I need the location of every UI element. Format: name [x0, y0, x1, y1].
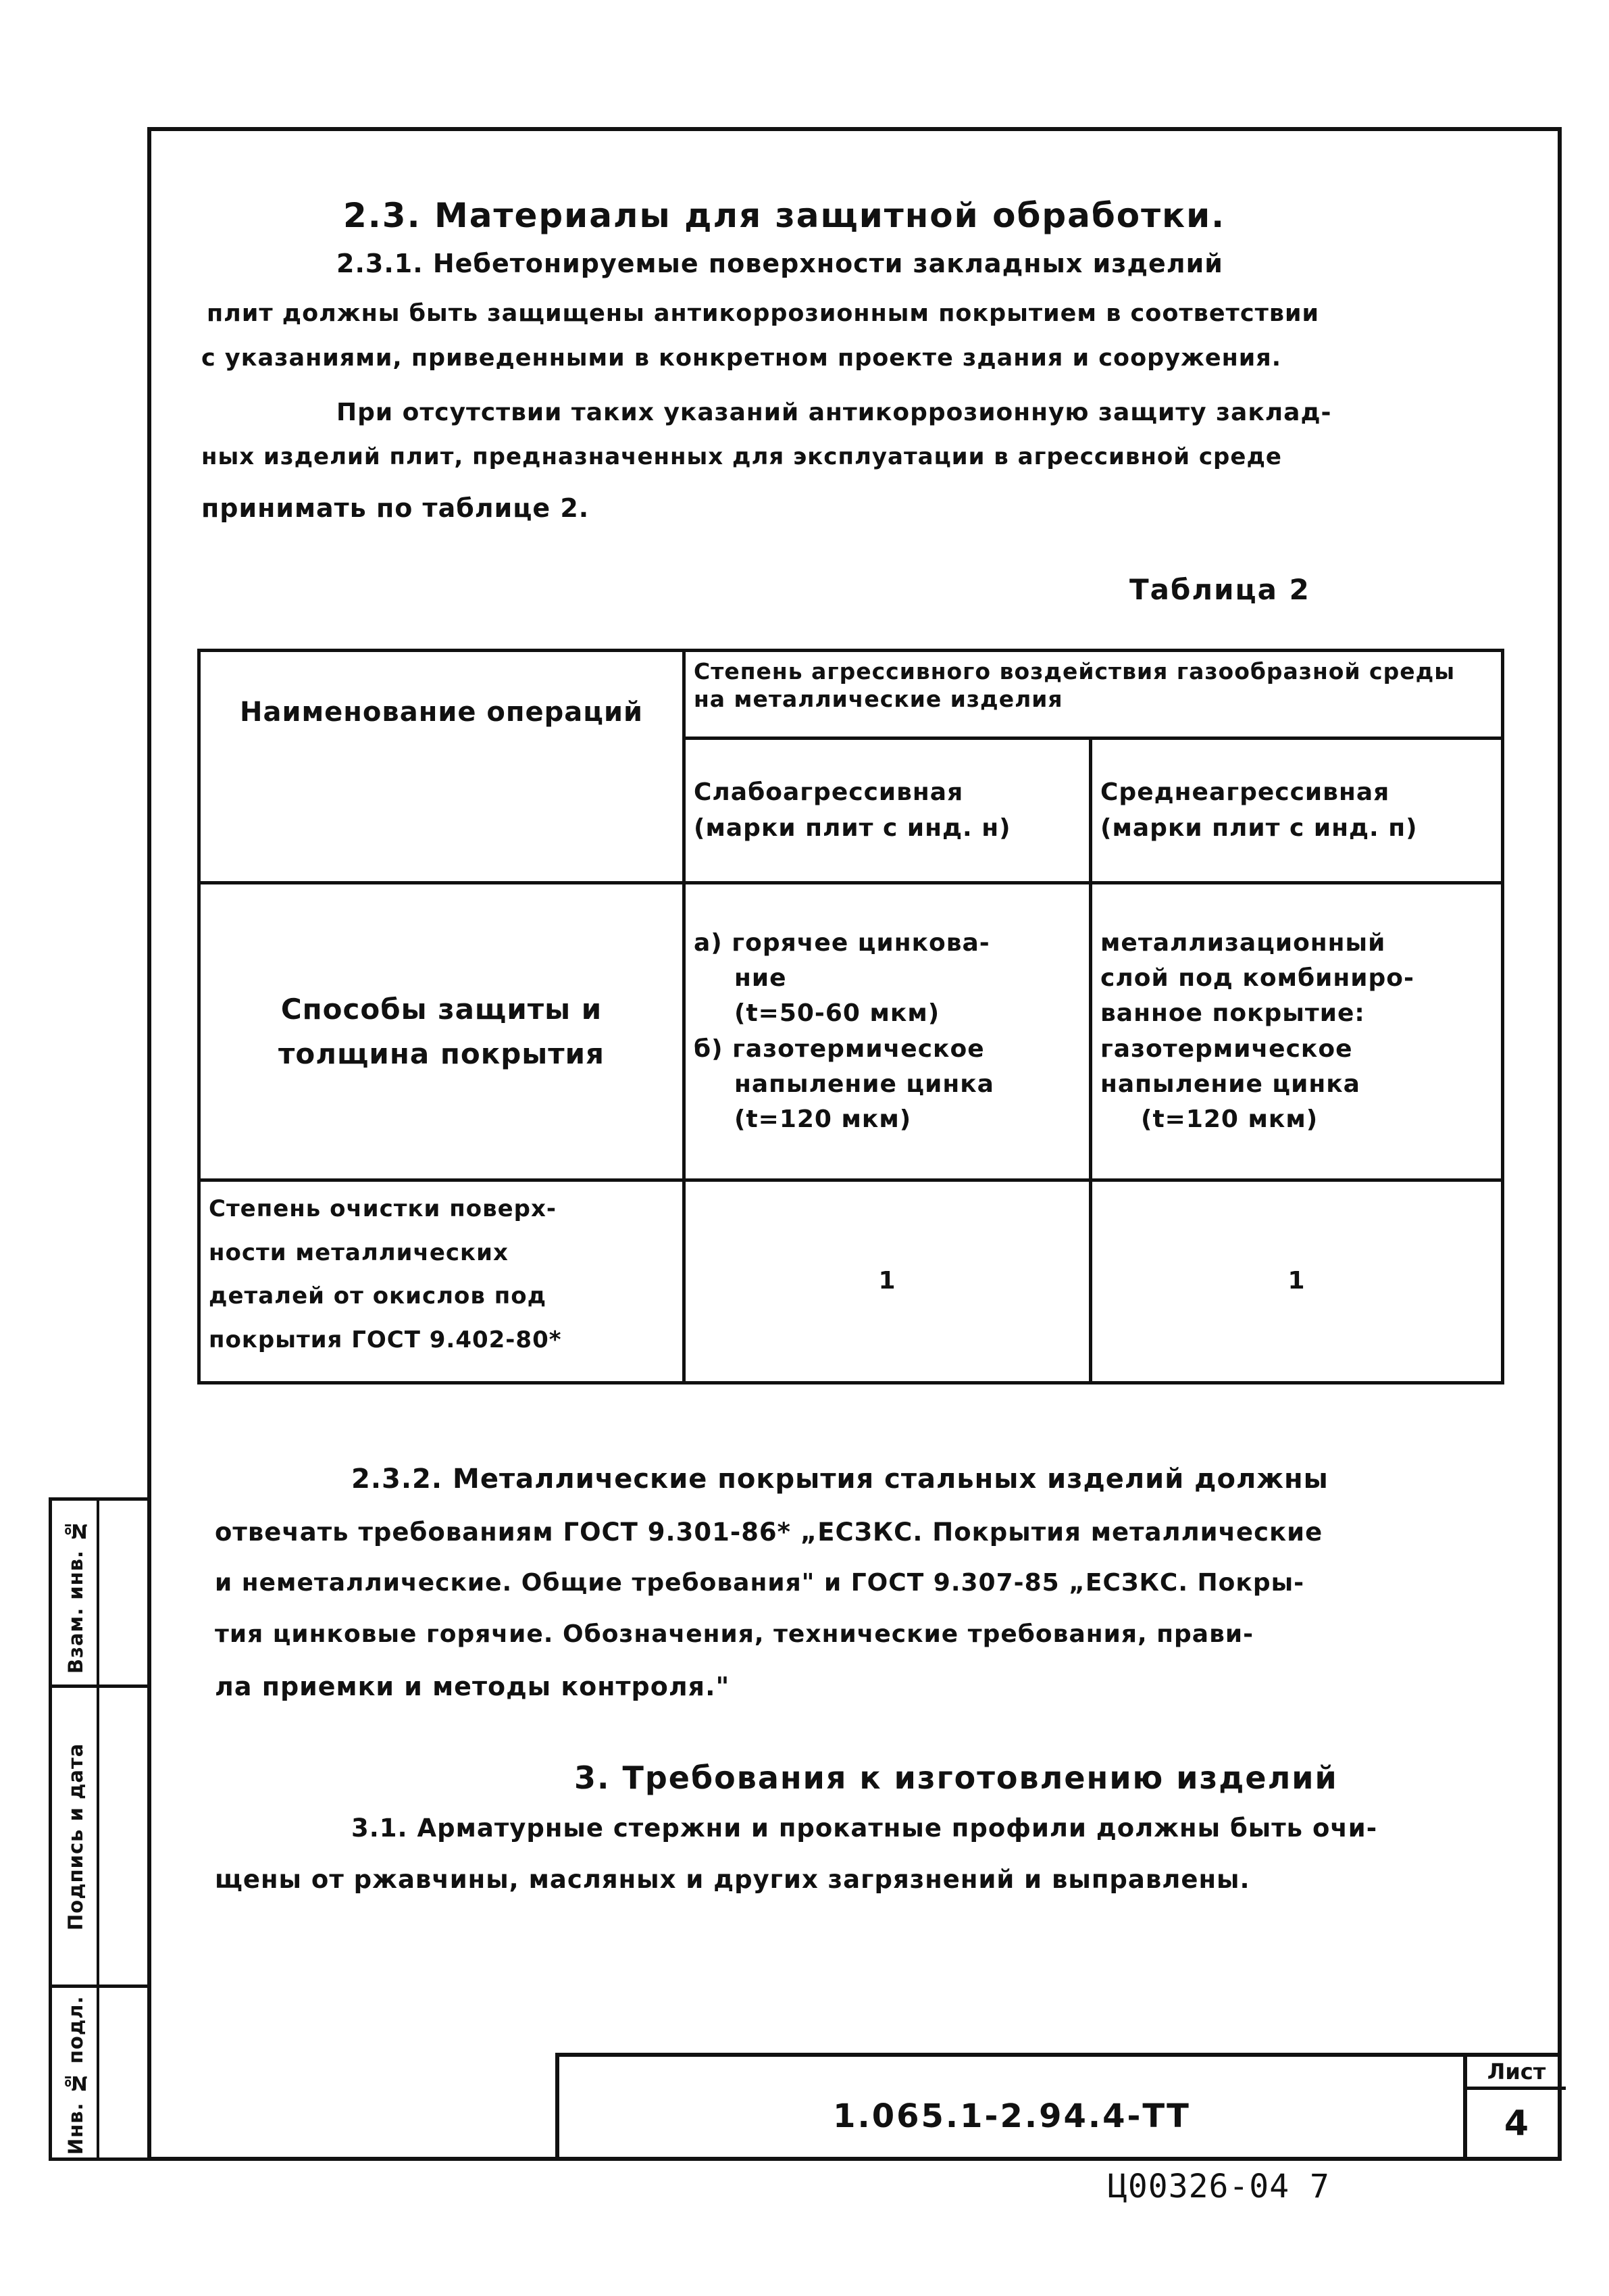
archive-number: Ц00326-04 7 — [1108, 2168, 1330, 2205]
para-3-1-line: 3.1. Арматурные стержни и прокатные профили должны быть очи- — [351, 1814, 1378, 1843]
side-label-signature-date: Подпись и дата — [64, 1743, 87, 1930]
row-protection-medium — [1091, 883, 1503, 1180]
para-2-3-1-line: с указаниями, приведенными в конкретном проекте здания и сооружения. — [201, 345, 1282, 372]
para-2-3-1-line: При отсутствии таких указаний антикоррозионную защиту заклад- — [336, 399, 1332, 426]
header-operation-name: Наименование операций — [199, 651, 684, 883]
table-2 — [197, 649, 1504, 1384]
para-2-3-1-line: принимать по таблице 2. — [201, 493, 590, 523]
cell-line: ние — [734, 964, 787, 993]
row-protection-method-label — [199, 883, 684, 1180]
cell-line: ванное покрытие: — [1100, 999, 1365, 1028]
header-medium-aggressive-note: (марки плит с инд. п) — [1100, 814, 1418, 842]
header-aggressiveness-group: Степень агрессивного воздействия газообразной среды на металлические изделия — [684, 651, 1503, 739]
header-weak-aggressive-note: (марки плит с инд. н) — [694, 814, 1011, 842]
side-strip — [49, 1497, 147, 2161]
header-medium-aggressive-title: Среднеагрессивная — [1100, 778, 1390, 807]
row-label-line: Способы защиты и — [280, 993, 603, 1026]
side-strip-divider — [97, 1501, 99, 2157]
section-3-title: 3. Требования к изготовлению изделий — [574, 1760, 1338, 1796]
cell-line: (t=120 мкм) — [1141, 1105, 1319, 1133]
cell-line: (t=50-60 мкм) — [734, 999, 940, 1028]
row-cleaning-medium-value: 1 — [1091, 1180, 1503, 1383]
header-weak-aggressive-title: Слабоагрессивная — [694, 778, 964, 807]
header-weak-aggressive — [684, 739, 1091, 883]
para-2-3-2-line: 2.3.2. Металлические покрытия стальных изделий должны — [351, 1464, 1329, 1495]
sheet-number: 4 — [1504, 2103, 1529, 2144]
sheet-column — [1463, 2057, 1566, 2161]
row-label-line: Степень очистки поверх- — [209, 1195, 557, 1222]
side-label-original-inv: Инв. № подл. — [64, 1995, 87, 2155]
side-strip-rule — [52, 1684, 151, 1688]
row-cleaning-degree-label — [199, 1180, 684, 1383]
para-2-3-1-line: 2.3.1. Небетонируемые поверхности закладных изделий — [336, 249, 1223, 278]
section-2-3-title: 2.3. Материалы для защитной обработки. — [343, 196, 1226, 235]
row-label-line: толщина покрытия — [278, 1037, 605, 1070]
cell-line: газотермическое — [1100, 1034, 1353, 1063]
side-label-replaced-inv: Взам. инв. № — [64, 1518, 87, 1674]
cell-line: напыление цинка — [1100, 1070, 1360, 1098]
para-2-3-1-line: ных изделий плит, предназначенных для эксплуатации в агрессивной среде — [201, 443, 1282, 470]
cell-line: а) горячее цинкова- — [694, 928, 990, 957]
table-2-caption: Таблица 2 — [1129, 573, 1310, 606]
row-label-line: деталей от окислов под — [209, 1282, 547, 1310]
cell-line: (t=120 мкм) — [734, 1105, 912, 1133]
document-code: 1.065.1-2.94.4-ТТ — [833, 2097, 1191, 2135]
sheet-label: Лист — [1467, 2057, 1566, 2090]
para-3-1-line: щены от ржавчины, масляных и других загрязнений и выправлены. — [215, 1865, 1250, 1894]
para-2-3-2-line: ла приемки и методы контроля." — [215, 1672, 730, 1701]
side-strip-rule — [52, 1985, 151, 1988]
row-label-line: ности металлических — [209, 1239, 509, 1266]
cell-line: напыление цинка — [734, 1070, 994, 1098]
cell-line: слой под комбиниро- — [1100, 964, 1414, 993]
row-label-line: покрытия ГОСТ 9.402-80* — [209, 1326, 562, 1353]
para-2-3-2-line: отвечать требованиям ГОСТ 9.301-86* „ЕСЗКС. Покрытия металлические — [215, 1518, 1323, 1547]
row-cleaning-weak-value: 1 — [684, 1180, 1091, 1383]
row-protection-weak — [684, 883, 1091, 1180]
header-medium-aggressive — [1091, 739, 1503, 883]
para-2-3-2-line: и неметаллические. Общие требования" и ГОСТ 9.307-85 „ЕСЗКС. Покры- — [215, 1569, 1305, 1597]
para-2-3-2-line: тия цинковые горячие. Обозначения, технические требования, прави- — [215, 1620, 1254, 1648]
title-block — [555, 2053, 1562, 2161]
cell-line: б) газотермическое — [694, 1034, 985, 1063]
cell-line: металлизационный — [1100, 928, 1386, 957]
para-2-3-1-line: плит должны быть защищены антикоррозионным покрытием в соответствии — [207, 300, 1320, 327]
